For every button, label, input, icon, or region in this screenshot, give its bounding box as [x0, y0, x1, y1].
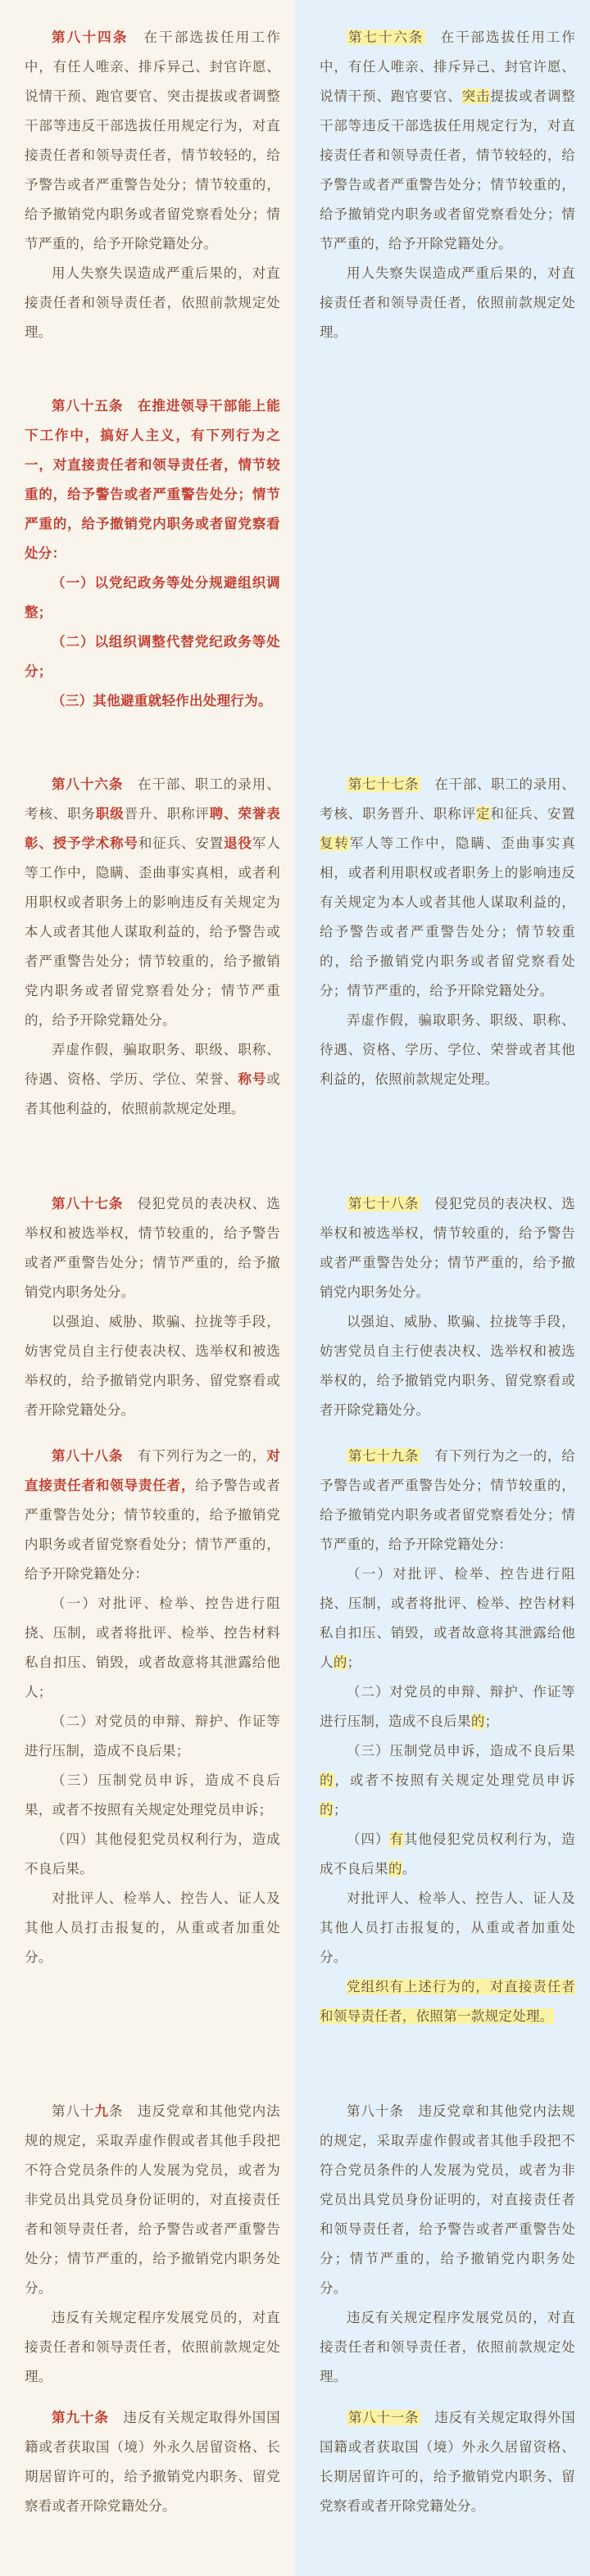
article-76: 第七十六条 在干部选拔任用工作中，有任人唯亲、排斥异己、封官许愿、说情干预、跑官要官、突击提拔或者调整干部等违反干部选拔任用规定行为，对直接责任者和领导责任者，情节较轻的，给予警告或者严重警告处分；情节较重的，给予撤销党内职务或者留党察看处分；情节严重的，给予开除党籍处分。 用人失察失误造成严重后果的，对直接责任者和领导责任者，依照前款规定处理。: [320, 29, 576, 340]
article-number: 第八十一条: [348, 2410, 420, 2425]
article-item: （二）以组织调整代替党纪政务等处分；: [25, 634, 280, 679]
changed-text: 有: [389, 1831, 404, 1847]
article-number: 第八十八条: [52, 1448, 124, 1464]
article-87: 第八十七条 侵犯党员的表决权、选举权和被选举权，情节较重的，给予警告或者严重警告处分；情节严重的，给予撤销党内职务处分。 以强迫、威胁、欺骗、拉拢等手段，妨害党员自主行使表决权、选举权和被选举权的，给予撤销党内职务、留党察看或者开除党籍处分。: [25, 1196, 281, 1418]
changed-text: 的: [388, 1861, 402, 1877]
article-text: 在推进领导干部能上能下工作中，搞好人主义，有下列行为之一，对直接责任者和领导责任者，情节较重的，给予警告或者严重警告处分；情节严重的，给予撤销党内职务或者留党察看处分：: [25, 398, 281, 561]
added-text: 称号: [238, 1071, 267, 1087]
changed-text: 的: [470, 1714, 485, 1729]
article-89: 第八十九条 违反党章和其他党内法规的规定，采取弄虚作假或者其他手段把不符合党员条件的人发展为党员，或者为非党员出具党员身份证明的，对直接责任者和领导责任者，给予警告或者严重警告处分；情节严重的，给予撤销党内职务处分。 违反有关规定程序发展党员的，对直接责任者和领导责任者，依照前款规定处理。: [25, 2103, 280, 2384]
article-85: [25, 392, 280, 716]
article-number: 第八十七条: [52, 1196, 124, 1211]
article-number: 第九十条: [52, 2410, 109, 2425]
article-86: 第八十六条 在干部、职工的录用、考核、职务职级晋升、职称评聘、荣誉表彰、授予学术称号和征兵、安置退役军人等工作中，隐瞒、歪曲事实真相，或者利用职权或者职务上的影响违反有关规定为本人或者其他人谋取利益的，给予警告或者严重警告处分；情节较重的，给予撤销党内职务或者留党察看处分；情节严重的，给予开除党籍处分。 弄虚作假，骗取职务、职级、职称、待遇、资格、学历、学位、荣誉、称号或者其他利益的，依照前款规定处理。: [25, 776, 281, 1116]
article-item: （一）以党纪政务等处分规避组织调整；: [25, 575, 280, 620]
article-88: 第八十八条 有下列行为之一的，对直接责任者和领导责任者，给予警告或者严重警告处分；情节较重的，给予撤销党内职务或者留党察看处分；情节严重的，给予开除党籍处分： （一）对批评、检举、控告进行阻挠、压制，或者将批评、检举、控告材料私自扣压、销毁，或者故意将其泄露给他人； （二）对党员的申辩、辩护、作证等进行压制，造成不良后果； （三）压制党员申诉，造成不良后果，或者不按照有关规定处理党员申诉； （四）其他侵犯党员权利行为，造成不良后果。 对批评人、检举人、控告人、证人及其他人员打击报复的，从重或者加重处分。: [25, 1448, 280, 1965]
article-77: 第七十七条 在干部、职工的录用、考核、职务晋升、职称评定和征兵、安置复转军人等工作中，隐瞒、歪曲事实真相，或者利用职权或者职务上的影响违反有关规定为本人或者其他人谋取利益的，给予警告或者严重警告处分；情节较重的，给予撤销党内职务或者留党察看处分；情节严重的，给予开除党籍处分。 弄虚作假，骗取职务、职级、职称、待遇、资格、学历、学位、荣誉或者其他利益的，依照前款规定处理。: [320, 776, 575, 1087]
changed-text: 定: [476, 806, 491, 822]
article-text: 在干部选拔任用工作中，有任人唯亲、排斥异己、封官许愿、说情干预、跑官要官、突击提拔或者调整干部等违反干部选拔任用规定行为，对直接责任者和领导责任者，情节较轻的，给予警告或者严重警告处分；情节较重的，给予撤销党内职务或者留党察看处分；情节严重的，给予开除党籍处分。: [25, 29, 280, 251]
changed-text: 的: [333, 1655, 347, 1670]
article-84: [25, 23, 280, 347]
article-number: 第八十条: [347, 2103, 404, 2119]
article-number: 第七十七条: [348, 776, 420, 792]
added-text: 退役: [224, 835, 252, 851]
article-number: 第七十六条: [348, 29, 424, 45]
article-79: 第七十九条 有下列行为之一的，给予警告或者严重警告处分；情节较重的，给予撤销党内职务或者留党察看处分；情节严重的，给予开除党籍处分： （一）对批评、检举、控告进行阻挠、压制，或者将批评、检举、控告材料私自扣压、销毁，或者故意将其泄露给他人的； （二）对党员的申辩、辩护、作证等进行压制，造成不良后果的； （三）压制党员申诉，造成不良后果的，或者不按照有关规定处理党员申诉的； （四）有其他侵犯党员权利行为，造成不良后果的。 对批评人、检举人、控告人、证人及其他人员打击报复的，从重或者加重处分。 党组织有上述行为的，对直接责任者和领导责任者，依照第一款规定处理。: [320, 1448, 575, 2024]
changed-text: 的: [320, 1802, 334, 1818]
added-text: 聘、荣誉表彰、授予学术称号: [25, 806, 281, 851]
article-paragraph: 用人失察失误造成严重后果的，对直接责任者和领导责任者，依照前款规定处理。: [25, 265, 280, 340]
article-number: 第七十八条: [348, 1196, 420, 1211]
article-number: 第八十四条: [52, 29, 129, 45]
article-item: （三）其他避重就轻作出处理行为。: [52, 693, 272, 709]
changed-text: 突击: [461, 88, 491, 104]
article-number: 第七十九条: [348, 1448, 420, 1464]
article-81: 第八十一条 违反有关规定取得外国国籍或者获取国（境）外永久居留资格、长期居留许可的，给予撤销党内职务、留党察看或者开除党籍处分。: [320, 2410, 575, 2514]
article-number: 第八十九条: [52, 2103, 124, 2119]
changed-text: 党组织有上述行为的，对直接责任者和领导责任者，依照第一款规定处理。: [320, 1979, 575, 2024]
article-number: 第八十六条: [52, 776, 124, 792]
article-90: 第九十条 违反有关规定取得外国国籍或者获取国（境）外永久居留资格、长期居留许可的，给予撤销党内职务、留党察看或者开除党籍处分。: [25, 2410, 280, 2514]
changed-text: 的: [320, 1772, 335, 1788]
changed-text: 复转: [320, 835, 350, 851]
article-number: 第八十五条: [52, 398, 124, 414]
article-80: 第八十条 违反党章和其他党内法规的规定，采取弄虚作假或者其他手段把不符合党员条件的人发展为党员，或者为非党员出具党员身份证明的，对直接责任者和领导责任者，给予警告或者严重警告处分；情节严重的，给予撤销党内职务处分。 违反有关规定程序发展党员的，对直接责任者和领导责任者，依照前款规定处理。: [320, 2103, 575, 2384]
article-78: 第七十八条 侵犯党员的表决权、选举权和被选举权，情节较重的，给予警告或者严重警告处分；情节严重的，给予撤销党内职务处分。 以强迫、威胁、欺骗、拉拢等手段，妨害党员自主行使表决权、选举权和被选举权的，给予撤销党内职务、留党察看或者开除党籍处分。: [320, 1196, 575, 1418]
added-text: 对直接责任者和领导责任者，: [25, 1448, 280, 1493]
added-text: 职级: [95, 806, 125, 822]
